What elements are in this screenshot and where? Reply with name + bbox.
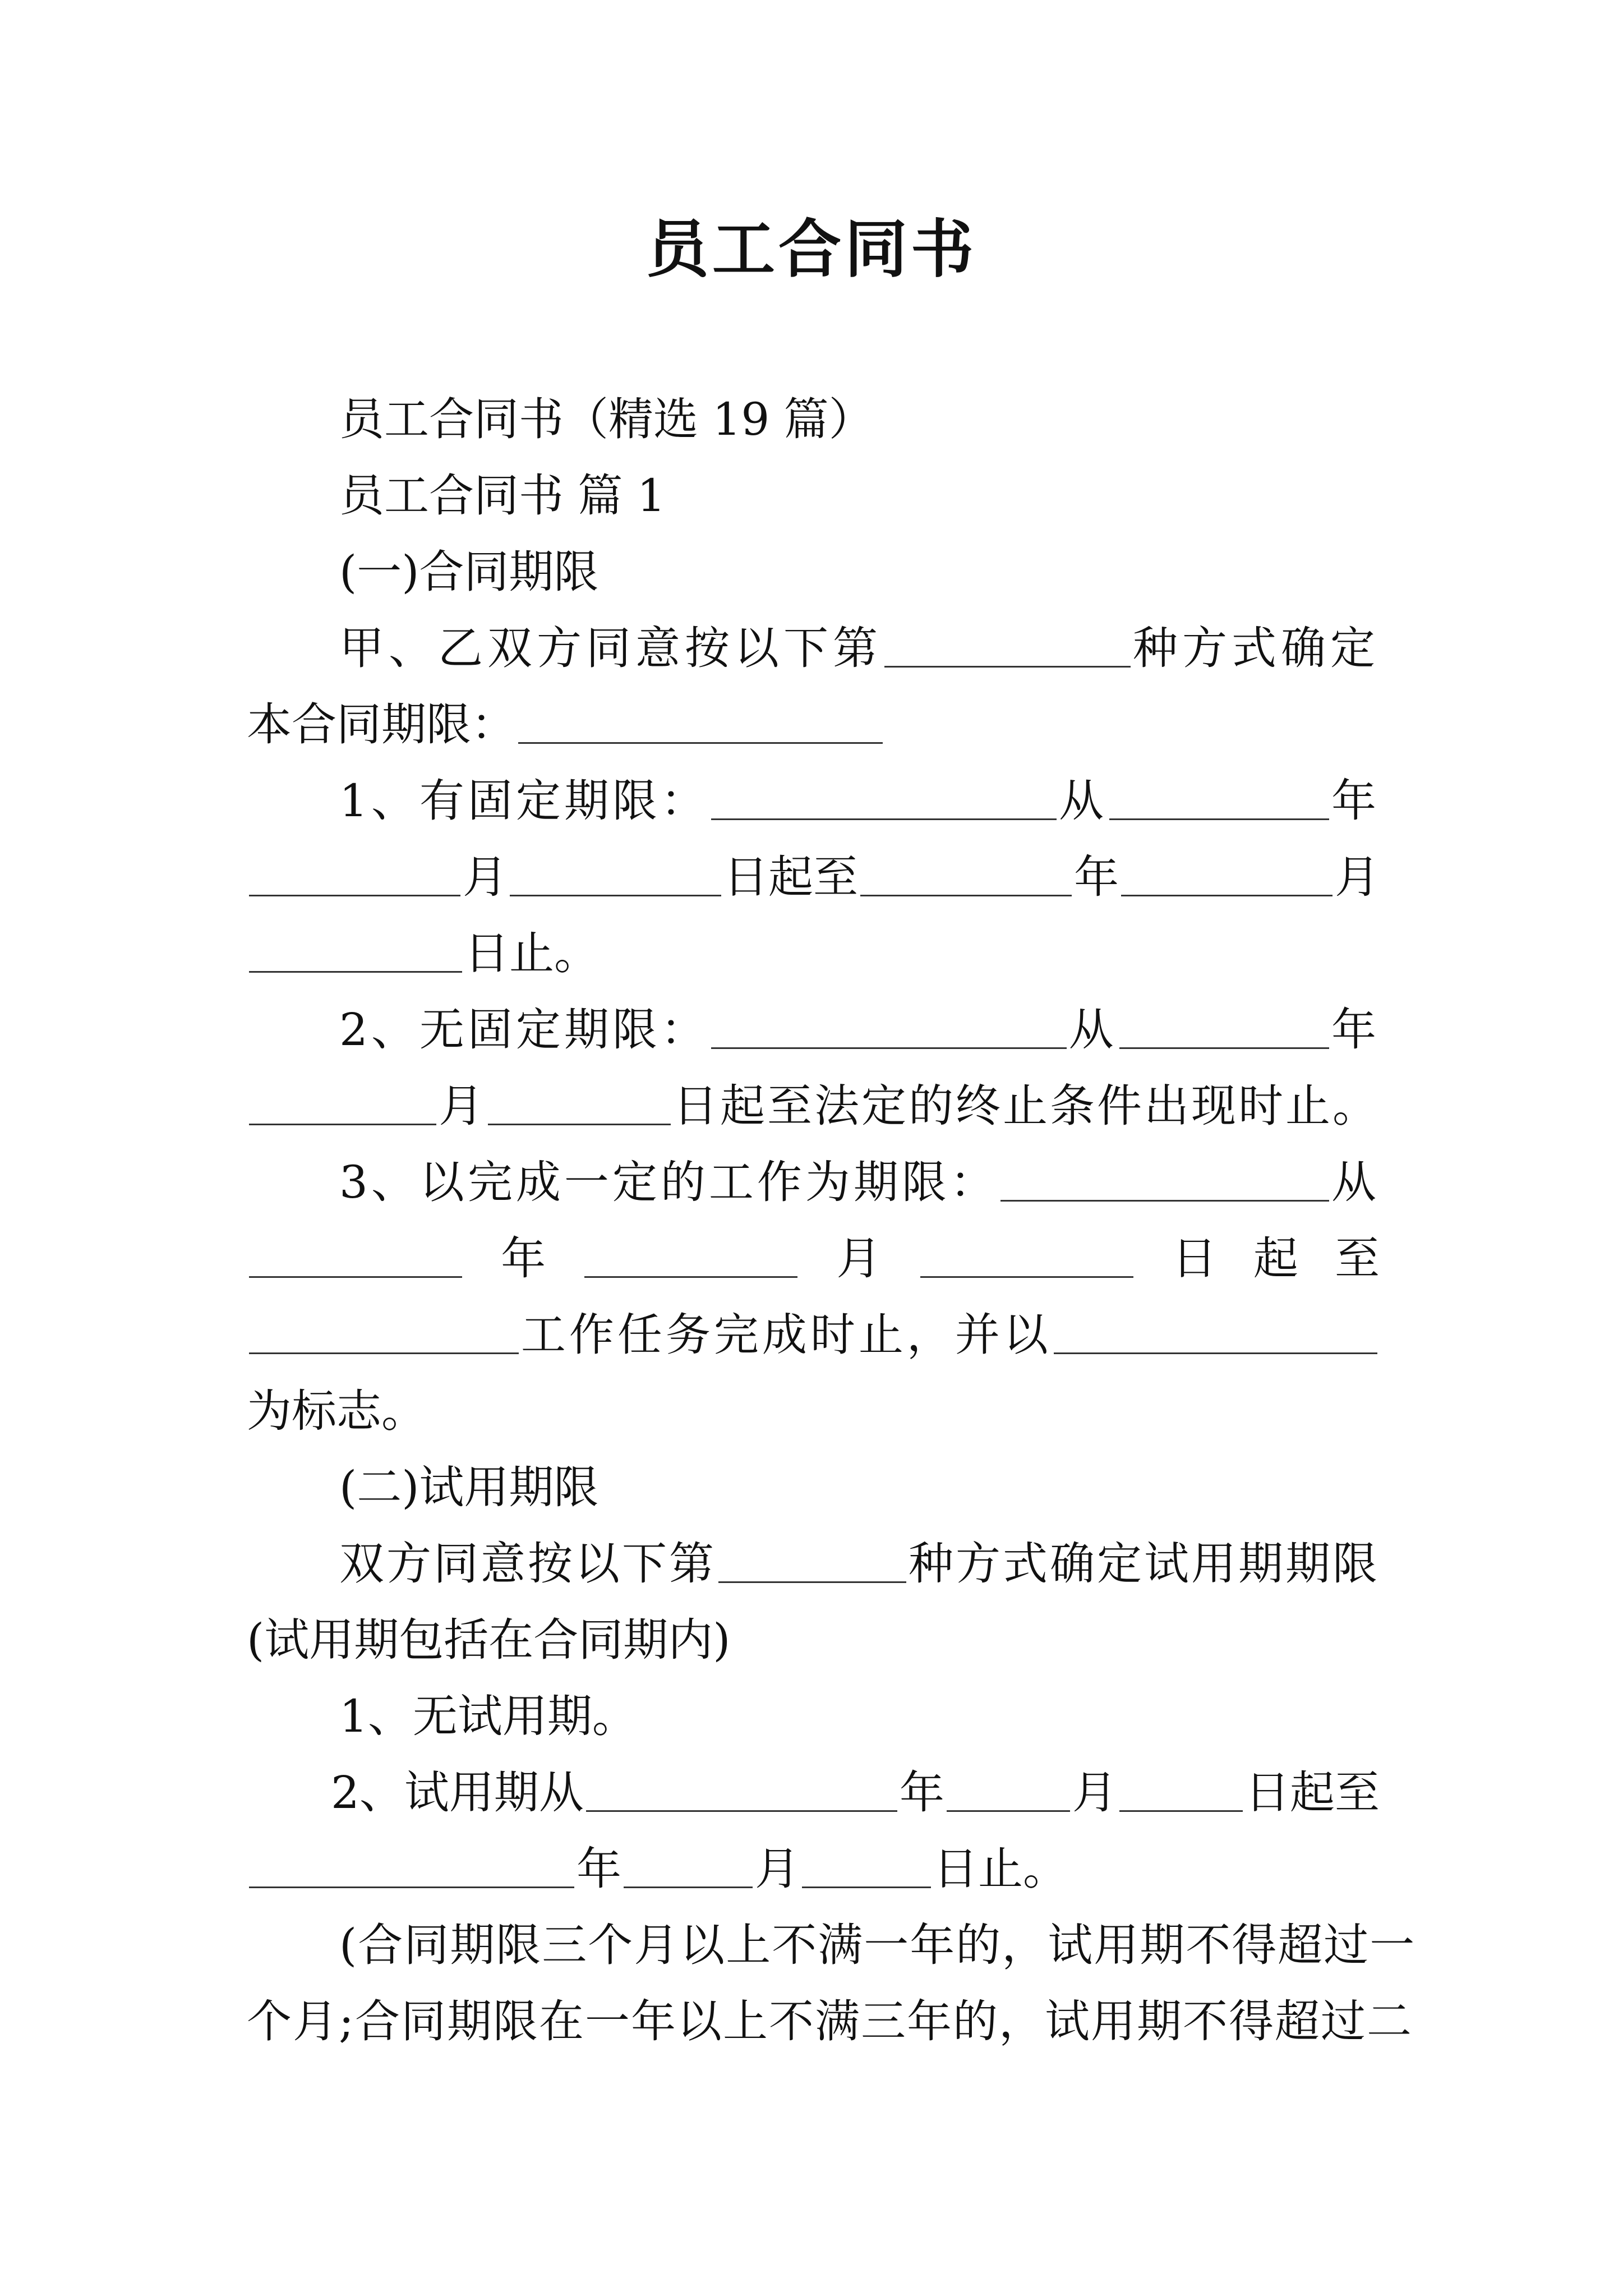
text: 从: [1331, 1156, 1380, 1208]
text: 至: [1334, 1232, 1380, 1285]
blank-field[interactable]: [510, 850, 721, 896]
text: 月: [836, 1232, 882, 1285]
text: 种方式确定试用期期限: [909, 1537, 1380, 1590]
text: 从: [1068, 1003, 1117, 1056]
blank-field[interactable]: [1119, 1765, 1243, 1812]
text: 年: [899, 1766, 944, 1819]
list-item: [247, 1750, 1380, 1826]
blank-field[interactable]: [1121, 850, 1332, 896]
paragraph: [247, 987, 1380, 1064]
paragraph: [247, 835, 1380, 911]
text: 起: [1253, 1232, 1298, 1285]
blank-field[interactable]: [1000, 1155, 1329, 1202]
blank-field[interactable]: [624, 1842, 753, 1888]
text: 月: [1072, 1766, 1117, 1819]
text: 月: [463, 850, 508, 903]
blank-field[interactable]: [249, 1308, 519, 1354]
blank-field[interactable]: [1109, 774, 1329, 820]
paragraph: [247, 1292, 1380, 1369]
text: 从: [1058, 774, 1107, 827]
text: 月: [439, 1079, 486, 1132]
text: 工作任务完成时止，并以: [520, 1308, 1052, 1361]
blank-field[interactable]: [920, 1231, 1133, 1278]
text: 个月;合同期限在一年以上不满三年的，试用期不得超过二: [247, 1995, 1413, 2047]
text: 日起至法定的终止条件出现时止。: [673, 1079, 1380, 1132]
blank-field[interactable]: [802, 1842, 931, 1888]
blank-field[interactable]: [947, 1765, 1070, 1812]
text: 种方式确定: [1133, 622, 1380, 674]
text: 员工合同书（精选 19 篇）: [339, 393, 874, 445]
section-heading: [247, 530, 1380, 606]
paragraph: [247, 758, 1380, 835]
text: 1、有固定期限：: [339, 774, 709, 827]
blank-field[interactable]: [249, 1079, 436, 1125]
text: 日止。: [933, 1842, 1068, 1895]
blank-field[interactable]: [711, 1002, 1067, 1049]
paragraph: [247, 377, 1380, 453]
text: 年: [1331, 774, 1380, 827]
blank-field[interactable]: [518, 697, 883, 744]
blank-field[interactable]: [884, 621, 1131, 668]
text: 日止。: [464, 927, 599, 979]
text: 年: [1331, 1003, 1380, 1056]
paragraph: [247, 1521, 1380, 1598]
paragraph: [247, 606, 1380, 682]
paragraph: [247, 911, 1380, 987]
text: 日起至: [723, 850, 858, 903]
text: 员工合同书 篇 1: [339, 469, 666, 522]
paragraph: [247, 682, 1380, 758]
blank-field[interactable]: [586, 1765, 897, 1812]
text: 年: [501, 1232, 546, 1285]
text: 甲、乙双方同意按以下第: [339, 622, 882, 674]
text: 1、无试用期。: [339, 1690, 637, 1742]
paragraph: [247, 1064, 1380, 1140]
paragraph: [247, 1140, 1380, 1216]
blank-field[interactable]: [860, 850, 1072, 896]
text: 年: [577, 1842, 621, 1895]
blank-field[interactable]: [488, 1079, 671, 1125]
text: 日起至: [1244, 1766, 1380, 1819]
blank-field[interactable]: [249, 1842, 574, 1888]
text: 年: [1074, 850, 1119, 903]
text: 双方同意按以下第: [339, 1537, 716, 1590]
blank-field[interactable]: [249, 926, 462, 973]
text: (试用期包括在合同期内): [247, 1613, 731, 1666]
paragraph: [247, 1979, 1413, 2055]
document-title: 员工合同书: [646, 213, 977, 286]
blank-field[interactable]: [718, 1536, 906, 1583]
blank-field[interactable]: [711, 774, 1057, 820]
paragraph: [247, 1903, 1416, 1979]
text: (一)合同期限: [339, 545, 599, 598]
text: 月: [1335, 850, 1380, 903]
section-heading: [247, 1445, 1380, 1521]
section-heading: [247, 453, 1380, 530]
text: 日: [1172, 1232, 1217, 1285]
list-item: [247, 1674, 1380, 1750]
text: 2、试用期从: [331, 1766, 584, 1819]
blank-field[interactable]: [1119, 1002, 1329, 1049]
paragraph: [247, 1369, 1380, 1445]
text: 为标志。: [247, 1384, 426, 1437]
blank-field[interactable]: [1054, 1308, 1377, 1354]
blank-field[interactable]: [584, 1231, 797, 1278]
blank-field[interactable]: [249, 850, 460, 896]
blank-field[interactable]: [249, 1231, 462, 1278]
text: (二)试用期限: [339, 1461, 599, 1513]
paragraph: [247, 1216, 1380, 1292]
text: 本合同期限：: [247, 698, 516, 751]
text: 2、无固定期限：: [339, 1003, 709, 1056]
text: (合同期限三个月以上不满一年的，试用期不得超过一: [339, 1918, 1416, 1971]
paragraph: [247, 1826, 1380, 1903]
text: 月: [755, 1842, 800, 1895]
text: 3、以完成一定的工作为期限：: [339, 1156, 998, 1208]
paragraph: [247, 1598, 1380, 1674]
